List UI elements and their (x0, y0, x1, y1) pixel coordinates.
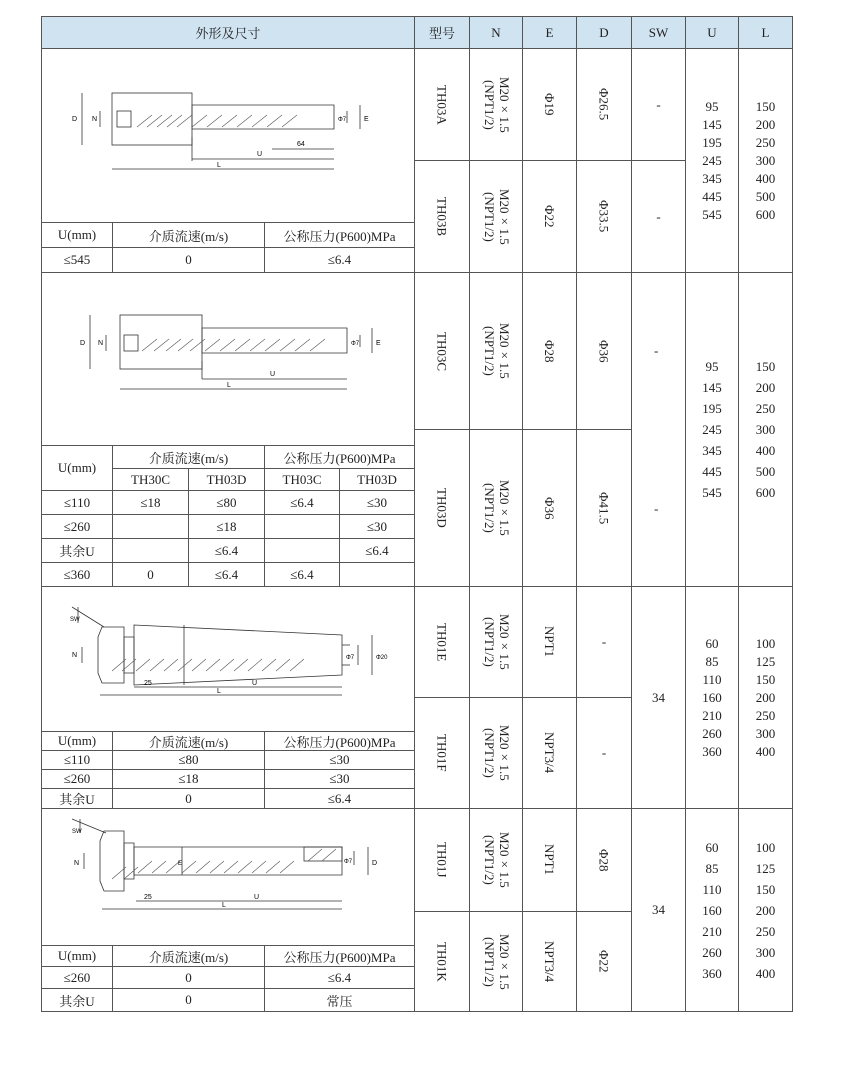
u-value: 245 (702, 422, 722, 437)
d-th03d: Φ41.5 (596, 491, 612, 525)
u-value: 195 (702, 401, 722, 416)
e-th03a: Φ19 (542, 93, 557, 116)
model-th01k: TH01K (434, 941, 450, 982)
s3-r1-c0: ≤260 (41, 769, 113, 789)
s3-r0-c2: ≤30 (264, 750, 415, 770)
s2-l-values (738, 272, 793, 587)
s3-r2-c0: 其余U (41, 788, 113, 809)
drawing-th01ef (42, 587, 414, 731)
l-value: 250 (755, 401, 776, 416)
s1-pressure: ≤6.4 (264, 247, 415, 273)
label-e: E (178, 861, 183, 867)
s4-sw: 34 (631, 808, 686, 1012)
s2-hdr-flow: 介质流速(m/s) (112, 445, 265, 469)
label-64: 64 (297, 141, 305, 148)
label-n: N (98, 340, 104, 347)
u-value: 145 (702, 116, 722, 132)
drawing-th03cd (42, 273, 414, 445)
n-th01j: M20×1.5 (NPT1/2) (482, 832, 512, 888)
s2-r1-c0: ≤260 (41, 514, 113, 539)
sw-th03b: - (631, 160, 686, 273)
e-th03b: Φ22 (542, 205, 557, 228)
n-th03b: M20×1.5 (NPT1/2) (482, 188, 512, 245)
s3-r0-c0: ≤110 (41, 750, 113, 770)
s2-r2-c2: ≤6.4 (188, 538, 265, 563)
u-value: 445 (702, 464, 722, 479)
e-th01j: NPT1 (542, 844, 557, 876)
s2-sub-th03d-2: TH03D (339, 468, 415, 491)
s2-sub-th03c: TH03C (264, 468, 340, 491)
s2-r1-c1 (112, 514, 189, 539)
n-th03a: M20×1.5 (NPT1/2) (482, 76, 512, 133)
label-l: L (227, 382, 231, 389)
header-sw: SW (631, 16, 686, 49)
d-th01j: Φ28 (596, 848, 612, 872)
label-l: L (217, 162, 221, 169)
s2-sub-th03d: TH03D (188, 468, 265, 491)
e-th03d: Φ36 (542, 496, 557, 520)
s3-r2-c2: ≤6.4 (264, 788, 415, 809)
header-shape: 外形及尺寸 (41, 16, 415, 49)
s2-r0-c2: ≤80 (188, 490, 265, 515)
n-th01f: M20×1.5 (NPT1/2) (482, 725, 512, 781)
s1-hdr-u: U(mm) (41, 222, 113, 248)
s2-hdr-u: U(mm) (41, 445, 113, 491)
u-value: 85 (705, 860, 719, 876)
sw-th03c: - (654, 343, 659, 358)
s2-r1-c4: ≤30 (339, 514, 415, 539)
l-value: 250 (755, 707, 776, 723)
u-value: 95 (705, 359, 719, 374)
model-th01e: TH01E (434, 622, 450, 662)
u-value: 345 (702, 443, 722, 458)
model-th01j: TH01J (434, 842, 450, 878)
s1-u: ≤545 (41, 247, 113, 273)
l-value: 300 (755, 944, 776, 960)
l-value: 200 (755, 116, 776, 132)
s1-u-values (685, 48, 739, 273)
s2-r0-c1: ≤18 (112, 490, 189, 515)
diagram-th01jk (41, 808, 415, 946)
s2-sw (631, 272, 686, 587)
model-th03c: TH03C (434, 331, 450, 371)
s2-r3-c4 (339, 562, 415, 587)
u-value: 60 (705, 635, 719, 651)
s3-r1-c1: ≤18 (112, 769, 265, 789)
l-value: 200 (755, 380, 776, 395)
l-value: 150 (755, 881, 776, 897)
l-value: 500 (755, 464, 776, 479)
s2-r0-c3: ≤6.4 (264, 490, 340, 515)
header-model: 型号 (414, 16, 470, 49)
s2-r3-c3: ≤6.4 (264, 562, 340, 587)
model-th01f: TH01F (434, 734, 450, 772)
l-value: 400 (755, 170, 776, 186)
u-value: 545 (702, 485, 722, 500)
l-value: 600 (755, 206, 776, 222)
model-th03b: TH03B (434, 197, 450, 236)
d-th01k: Φ22 (596, 950, 612, 973)
s2-r3-c0: ≤360 (41, 562, 113, 587)
l-value: 100 (755, 635, 776, 651)
label-l: L (217, 688, 221, 695)
label-d: D (372, 860, 378, 867)
s2-r2-c4: ≤6.4 (339, 538, 415, 563)
s1-l-values (738, 48, 793, 273)
l-value: 600 (755, 485, 776, 500)
label-n: N (72, 652, 78, 659)
diagram-th03cd (41, 272, 415, 446)
l-value: 100 (755, 839, 776, 855)
diagram-th01ef (41, 586, 415, 732)
l-value: 200 (755, 902, 776, 918)
l-value: 250 (755, 923, 776, 939)
header-n: N (469, 16, 523, 49)
label-phi7: Φ7 (351, 341, 360, 347)
s2-r1-c3 (264, 514, 340, 539)
drawing-th03ab (42, 49, 414, 222)
label-e: E (376, 340, 381, 347)
d-th01f: - (576, 697, 632, 809)
u-value: 60 (705, 839, 719, 855)
s2-hdr-pressure: 公称压力(P600)MPa (264, 445, 415, 469)
u-value: 445 (702, 188, 722, 204)
l-value: 400 (755, 965, 776, 981)
header-l: L (738, 16, 793, 49)
u-value: 360 (702, 743, 722, 759)
s3-r1-c2: ≤30 (264, 769, 415, 789)
label-25: 25 (144, 680, 152, 687)
u-value: 195 (702, 134, 722, 150)
header-e: E (522, 16, 577, 49)
l-value: 250 (755, 134, 776, 150)
s4-l-values (738, 808, 793, 1012)
u-value: 260 (702, 944, 722, 960)
u-value: 85 (705, 653, 719, 669)
s3-r2-c1: 0 (112, 788, 265, 809)
l-value: 300 (755, 422, 776, 437)
n-th01e: M20×1.5 (NPT1/2) (482, 614, 512, 670)
u-value: 245 (702, 152, 722, 168)
s1-flow: 0 (112, 247, 265, 273)
label-u: U (257, 151, 263, 158)
label-u: U (270, 371, 276, 378)
l-value: 150 (755, 359, 776, 374)
s4-u-values (685, 808, 739, 1012)
u-value: 160 (702, 689, 722, 705)
u-value: 210 (702, 707, 722, 723)
label-phi7: Φ7 (338, 117, 347, 123)
s3-u-values (685, 586, 739, 809)
l-value: 400 (755, 743, 776, 759)
u-value: 145 (702, 380, 722, 395)
s2-r1-c2: ≤18 (188, 514, 265, 539)
d-th01e: - (576, 586, 632, 698)
d-th03c: Φ36 (596, 339, 612, 363)
s3-hdr-pressure: 公称压力(P600)MPa (264, 731, 415, 751)
label-d: D (80, 340, 86, 347)
label-u: U (252, 680, 258, 687)
label-d: D (72, 116, 78, 123)
header-u: U (685, 16, 739, 49)
l-value: 500 (755, 188, 776, 204)
model-th03d: TH03D (434, 488, 450, 528)
s3-sw: 34 (631, 586, 686, 809)
s2-r0-c4: ≤30 (339, 490, 415, 515)
n-th03c: M20×1.5 (NPT1/2) (482, 323, 512, 379)
u-value: 360 (702, 965, 722, 981)
l-value: 125 (755, 653, 776, 669)
s4-r1-c2: 常压 (264, 988, 415, 1012)
l-value: 150 (755, 98, 776, 114)
drawing-th01jk (42, 809, 414, 945)
s2-r3-c1: 0 (112, 562, 189, 587)
l-value: 150 (755, 671, 776, 687)
l-value: 125 (755, 860, 776, 876)
n-th01k: M20×1.5 (NPT1/2) (482, 933, 512, 990)
u-value: 95 (705, 98, 719, 114)
s2-sub-th30c: TH30C (112, 468, 189, 491)
s4-hdr-flow: 介质流速(m/s) (112, 945, 265, 967)
label-phi7: Φ7 (346, 655, 355, 661)
label-sw: SW (70, 617, 80, 623)
label-l: L (222, 902, 226, 909)
s4-r1-c0: 其余U (41, 988, 113, 1012)
s2-r3-c2: ≤6.4 (188, 562, 265, 587)
label-sw: SW (72, 829, 82, 835)
s4-r1-c1: 0 (112, 988, 265, 1012)
e-th01f: NPT3/4 (542, 732, 557, 774)
l-value: 300 (755, 152, 776, 168)
d-th03a: Φ26.5 (596, 88, 612, 121)
e-th03c: Φ28 (542, 339, 557, 363)
l-value: 400 (755, 443, 776, 458)
label-phi7: Φ7 (344, 859, 353, 865)
s4-r0-c2: ≤6.4 (264, 966, 415, 989)
n-th03d: M20×1.5 (NPT1/2) (482, 480, 512, 536)
s4-r0-c0: ≤260 (41, 966, 113, 989)
u-value: 110 (702, 881, 722, 897)
s3-hdr-u: U(mm) (41, 731, 113, 751)
sw-th03d: - (654, 501, 659, 516)
s4-hdr-pressure: 公称压力(P600)MPa (264, 945, 415, 967)
label-u: U (254, 894, 260, 901)
s2-r2-c3 (264, 538, 340, 563)
u-value: 545 (702, 206, 722, 222)
s2-r0-c0: ≤110 (41, 490, 113, 515)
label-n: N (92, 116, 98, 123)
diagram-th03ab (41, 48, 415, 223)
sw-th03a: - (631, 48, 686, 161)
label-phi20: Φ20 (376, 655, 388, 661)
u-value: 210 (702, 923, 722, 939)
model-th03a: TH03A (434, 84, 450, 125)
e-th01k: NPT3/4 (542, 940, 557, 983)
s2-r2-c0: 其余U (41, 538, 113, 563)
label-e: E (364, 116, 369, 123)
s1-hdr-pressure: 公称压力(P600)MPa (264, 222, 415, 248)
s3-hdr-flow: 介质流速(m/s) (112, 731, 265, 751)
s4-hdr-u: U(mm) (41, 945, 113, 967)
s1-hdr-flow: 介质流速(m/s) (112, 222, 265, 248)
u-value: 110 (702, 671, 722, 687)
s3-l-values (738, 586, 793, 809)
l-value: 300 (755, 725, 776, 741)
label-n: N (74, 860, 80, 867)
header-d: D (576, 16, 632, 49)
u-value: 160 (702, 902, 722, 918)
l-value: 200 (755, 689, 776, 705)
s2-u-values (685, 272, 739, 587)
u-value: 260 (702, 725, 722, 741)
s4-r0-c1: 0 (112, 966, 265, 989)
u-value: 345 (702, 170, 722, 186)
s3-r0-c1: ≤80 (112, 750, 265, 770)
label-25: 25 (144, 894, 152, 901)
s2-r2-c1 (112, 538, 189, 563)
d-th03b: Φ33.5 (596, 200, 612, 233)
e-th01e: NPT1 (542, 626, 557, 658)
